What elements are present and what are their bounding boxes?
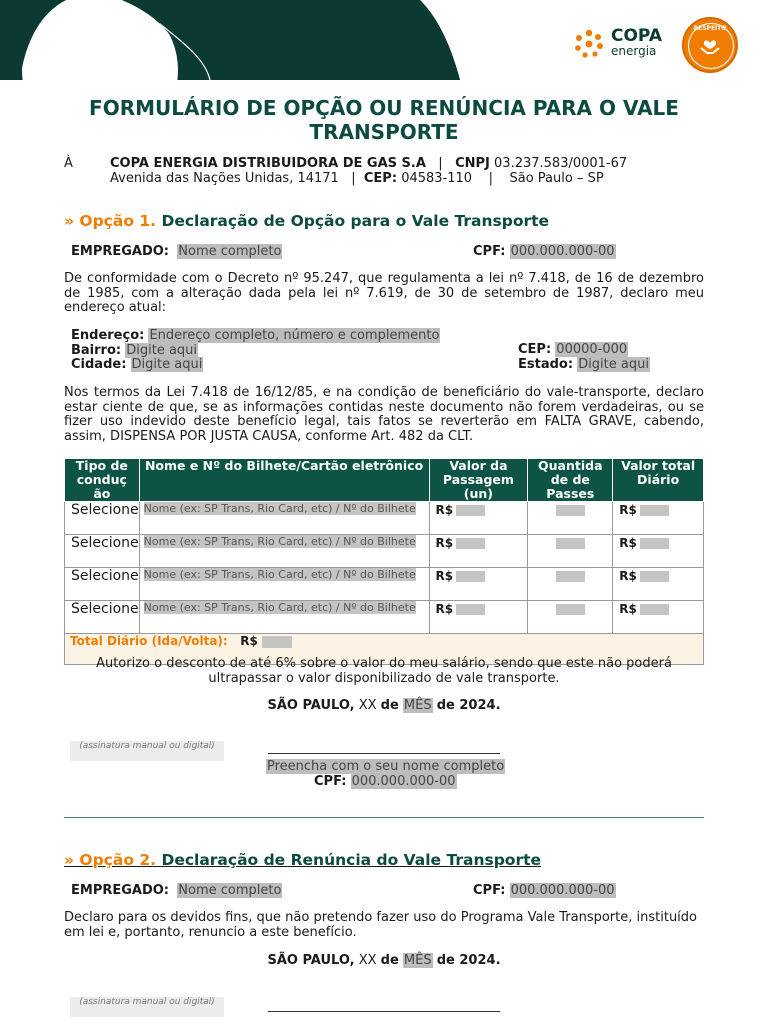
employee-label: EMPREGADO: (71, 244, 170, 259)
section-divider (64, 817, 704, 818)
col-header-type: Tipo de conduç ão (65, 459, 140, 502)
total-field[interactable] (640, 505, 669, 516)
currency-label: R$ (619, 503, 637, 517)
qty-field[interactable] (556, 505, 585, 516)
cpf-label: CPF: (473, 244, 506, 259)
date-year: de 2024. (436, 953, 501, 968)
option2-heading (64, 851, 541, 869)
col-header-ticket: Nome e Nº do Bilhete/Cartão eletrônico (139, 459, 429, 502)
table-header-row (65, 459, 704, 502)
company-name: COPA ENERGIA DISTRIBUIDORA DE GAS S.A (110, 156, 426, 171)
option1-signer-cpf (314, 774, 457, 789)
employee-name-field[interactable]: Nome completo (178, 244, 282, 259)
date-year: de 2024. (436, 698, 501, 713)
total-cell (613, 535, 704, 568)
form-title: FORMULÁRIO DE OPÇÃO OU RENÚNCIA PARA O VALE TRANSPORTE (89, 96, 679, 144)
signature-box[interactable]: (assinatura manual ou digital) (70, 997, 224, 1017)
addressee-prefix: À (64, 156, 73, 171)
name-fill-field[interactable] (266, 759, 505, 774)
cpf-field[interactable]: 000.000.000-00 (510, 883, 615, 898)
qty-field[interactable] (556, 571, 585, 582)
price-field[interactable] (456, 538, 485, 549)
total-cell (613, 568, 704, 601)
col-header-price: Valor da Passagem (un) (429, 459, 528, 502)
law-paragraph: Nos termos da Lei 7.418 de 16/12/85, e na condição de beneficiário do vale-transporte, declaro estar ciente de que, se as informações contidas neste documento não forem verdadeiras, ou se fizer uso indevido deste benefício legal, tais fatos se reverterão em FALTA GRAVE, cabendo, assim, DISPENSA POR JUSTA CAUSA, conforme Art. 482 da CLT. (64, 385, 704, 444)
price-field[interactable] (456, 604, 485, 615)
address-block (71, 329, 440, 373)
company-cep-label: CEP: (363, 171, 398, 186)
currency-label: R$ (435, 536, 454, 550)
copa-energia-logo-icon (572, 27, 606, 61)
option1-cpf (473, 244, 616, 259)
date-month-field[interactable]: MÊS (403, 698, 432, 713)
price-cell (429, 601, 528, 634)
table-row (65, 535, 704, 568)
address-block-right (518, 343, 650, 372)
decree-paragraph: De conformidade com o Decreto nº 95.247, que regulamenta a lei nº 7.418, de 16 de dezembro de 1985, com a alteração dada pela lei nº 7.619, de 30 de setembro de 1987, declaro meu endereço atual: (64, 271, 704, 315)
table-row (65, 601, 704, 634)
signature-line (268, 753, 500, 754)
cnpj-value: 03.237.583/0001-67 (494, 156, 628, 171)
date-city: SÃO PAULO, (267, 953, 355, 968)
ticket-field[interactable]: Nome (ex: SP Trans, Rio Card, etc) / Nº do Bilhete (143, 502, 416, 515)
col-header-total: Valor total Diário (613, 459, 704, 502)
total-cell (613, 601, 704, 634)
signature-box[interactable]: (assinatura manual ou digital) (70, 741, 224, 761)
transport-table (64, 458, 704, 665)
price-cell (429, 535, 528, 568)
currency-label: R$ (435, 503, 454, 517)
qty-cell (528, 568, 613, 601)
company-city: São Paulo – SP (509, 171, 604, 186)
price-field[interactable] (456, 505, 485, 516)
separator: | (438, 156, 443, 171)
option1-marker: » Opção 1. (64, 212, 157, 230)
qty-cell (528, 535, 613, 568)
option2-cpf (473, 883, 616, 898)
qty-field[interactable] (556, 538, 585, 549)
total-field[interactable] (640, 571, 669, 582)
option1-date-line (0, 698, 768, 713)
ticket-cell (139, 502, 429, 535)
option2-date-line (0, 953, 768, 968)
signature-line (268, 1011, 500, 1012)
table-row (65, 502, 704, 535)
transport-type-select[interactable]: Selecione (65, 601, 140, 634)
ticket-field[interactable]: Nome (ex: SP Trans, Rio Card, etc) / Nº do Bilhete (143, 568, 416, 581)
brand-name: COPA (611, 26, 662, 46)
respeito-badge (682, 17, 738, 73)
addressee-line1 (110, 156, 627, 171)
date-de: de (380, 698, 399, 713)
price-cell (429, 568, 528, 601)
address-field[interactable]: Endereço completo, número e complemento (149, 328, 440, 343)
transport-type-select[interactable]: Selecione (65, 535, 140, 568)
transport-type-select[interactable]: Selecione (65, 502, 140, 535)
total-cell (613, 502, 704, 535)
renounce-paragraph: Declaro para os devidos fins, que não pretendo fazer uso do Programa Vale Transporte, instituído em lei e, portanto, renuncio a este benefício. (64, 910, 697, 940)
total-currency: R$ (240, 634, 258, 648)
price-field[interactable] (456, 571, 485, 582)
employee-name-field[interactable]: Nome completo (178, 883, 282, 898)
estado-label: Estado: (518, 356, 574, 372)
brand-sub: energia (611, 44, 657, 58)
currency-label: R$ (435, 602, 454, 616)
ticket-cell (139, 601, 429, 634)
date-day-field[interactable]: XX (358, 698, 377, 713)
company-street: Avenida das Nações Unidas, 14171 (110, 171, 339, 186)
total-label: Total Diário (Ida/Volta): (70, 634, 228, 648)
total-daily-field[interactable] (262, 636, 292, 648)
ticket-cell (139, 535, 429, 568)
qty-field[interactable] (556, 604, 585, 615)
separator: | (351, 171, 356, 186)
date-month-field[interactable]: MÊS (403, 953, 432, 968)
address-label: Endereço: (71, 328, 145, 343)
cpf-label: CPF: (473, 883, 506, 898)
ticket-field[interactable]: Nome (ex: SP Trans, Rio Card, etc) / Nº do Bilhete (143, 535, 416, 548)
employee-label: EMPREGADO: (71, 883, 170, 898)
estado-field[interactable]: Digite aqui (578, 356, 649, 372)
signer-cpf-field[interactable]: 000.000.000-00 (351, 774, 456, 789)
cnpj-label: CNPJ (455, 156, 490, 171)
signer-cpf-label: CPF: (314, 774, 347, 789)
table-row (65, 568, 704, 601)
bairro-label: Bairro: (71, 342, 122, 358)
date-day-field[interactable]: XX (358, 953, 377, 968)
currency-label: R$ (619, 569, 637, 583)
cidade-label: Cidade: (71, 357, 127, 372)
option2-employee (71, 883, 282, 898)
ticket-field[interactable]: Nome (ex: SP Trans, Rio Card, etc) / Nº do Bilhete (143, 601, 416, 614)
ticket-cell (139, 568, 429, 601)
total-field[interactable] (640, 538, 669, 549)
option1-title: Declaração de Opção para o Vale Transporte (161, 212, 550, 230)
option1-employee (71, 244, 282, 259)
currency-label: R$ (619, 602, 637, 616)
bairro-field[interactable]: Digite aqui (126, 342, 198, 358)
company-cep: 04583-110 (401, 171, 473, 186)
separator: | (488, 171, 493, 186)
name-fill-text: Preencha com o seu nome completo (267, 759, 505, 774)
authorize-paragraph: Autorizo o desconto de até 6% sobre o valor do meu salário, sendo que este não poderá ultrapassar o valor disponibilizado de vale transporte. (96, 656, 672, 686)
transport-type-select[interactable]: Selecione (65, 568, 140, 601)
cep-field[interactable]: 00000-000 (556, 342, 628, 357)
date-de: de (380, 953, 399, 968)
currency-label: R$ (619, 536, 637, 550)
option2-title: Declaração de Renúncia do Vale Transporte (161, 851, 542, 869)
qty-cell (528, 502, 613, 535)
price-cell (429, 502, 528, 535)
hands-heart-icon (700, 37, 720, 55)
option2-marker: » Opção 2. (64, 851, 157, 869)
qty-cell (528, 601, 613, 634)
col-header-qty: Quantida de de Passes (528, 459, 613, 502)
total-field[interactable] (640, 604, 669, 615)
date-city: SÃO PAULO, (267, 698, 355, 713)
currency-label: R$ (435, 569, 454, 583)
addressee-line2 (110, 171, 604, 186)
option1-heading (64, 212, 549, 230)
badge-label: RESPEITO (693, 25, 727, 32)
cidade-field[interactable]: Digite aqui (131, 357, 203, 372)
cep-label: CEP: (518, 342, 552, 357)
cpf-field[interactable]: 000.000.000-00 (510, 244, 615, 259)
